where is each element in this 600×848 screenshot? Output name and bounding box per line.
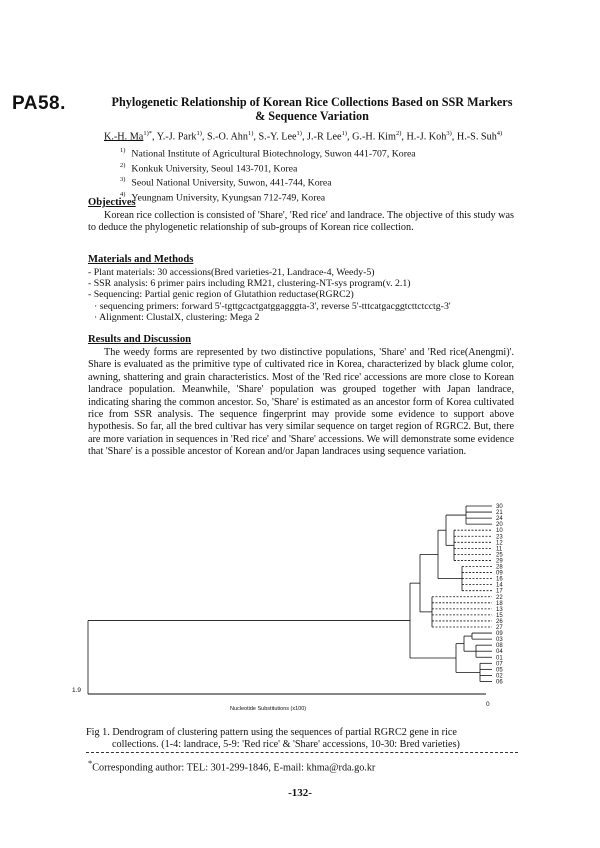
leaf-label: 04 [496,649,503,656]
leaf-label: 07 [496,661,503,668]
affiliation [120,145,416,160]
leaf-label: 11 [496,546,503,553]
dendrogram-figure [72,498,520,718]
author-name: Y.-J. Park [156,131,197,143]
results-text: The weedy forms are represented by two distinctive populations, 'Share' and 'Red rice(Anengmi)'. Share is evaluated as the primitive type of cultivated rice in Korea, characterized by black glume color, awning, shattering and grain characteristics. Most of the 'Red rice' accessions are more close to Korean landrace population. Meanwhile, 'Share' population was grouped together with Japan landrace, indicating sharing the common ancestor. So, 'Share' is estimated as an ancestor form of Korea cultivated rice from SSR analysis. The sequence fingerprint may provide some evidence to support above hypothesis. So far, all the bred cultivar has very similar sequence on target region of RGRC2. But, there are more variation in sequences in 'Red rice' and 'Share' accessions. We will demonstrate some evidence that 'Share' is a possible ancestor of Korean and/or Japan landraces using sequence variation. [88,347,514,458]
affiliation-marker: 3) [120,176,126,184]
affiliation-marker: 4) [120,190,126,198]
leaf-label: 27 [496,625,503,631]
footnote-divider [86,752,518,753]
dendrogram-leaf-labels [496,504,503,685]
leaf-label: 18 [496,600,503,607]
author-affiliation-marker: 1) [296,130,302,137]
leaf-label: 21 [496,510,503,517]
leaf-label: 20 [496,522,503,529]
author-name: K.-H. Ma [104,131,144,143]
methods-line: · sequencing primers: forward 5'-tgttgcactgatggagggta-3', reverse 5'-tttcatgacggtcttctcctg-3' [94,300,451,312]
affiliation-marker: 2) [120,161,126,169]
leaf-label: 15 [496,612,503,619]
author-name: G.-H. Kim [352,131,396,143]
author-name: S.-O. Ahn [206,131,248,143]
affiliation [120,160,416,175]
leaf-label: 17 [496,588,503,595]
objectives-text: Korean rice collection is consisted of 'Share', 'Red rice' and landrace. The objective of this study was to deduce the phylogenetic relationship of sub-groups of Korean rice collection. [88,210,514,234]
objectives-heading: Objectives [88,197,136,208]
author-affiliation-marker: 3) [446,130,452,137]
figure-caption [86,727,516,751]
footnote-marker: * [88,758,93,768]
author-affiliation-marker: 1)* [143,130,152,137]
methods-heading: Materials and Methods [88,254,194,265]
title-line-1: Phylogenetic Relationship of Korean Rice Collections Based on SSR Markers [111,95,513,109]
leaf-label: 10 [496,528,503,535]
leaf-label: 26 [496,618,503,625]
paper-title [92,95,532,123]
page-number: -132- [288,787,312,799]
affiliation-marker: 1) [120,147,126,154]
methods-list [88,267,451,323]
leaf-label: 09 [496,631,503,638]
poster-code: PA58. [12,93,66,114]
corresponding-author [88,758,375,773]
dendrogram-tree [88,506,492,694]
author-affiliation-marker: 1) [196,130,202,137]
author-affiliation-marker: 1) [248,130,254,137]
affiliation [120,174,416,189]
author-affiliation-marker: 2) [395,130,402,137]
affiliation-list [120,145,416,203]
leaf-label: 14 [496,582,503,589]
affiliation-text: Seoul National University, Suwon, 441-744, Korea [131,177,332,189]
leaf-label: 28 [496,564,503,571]
affiliation-text: National Institute of Agricultural Biotechnology, Suwon 441-707, Korea [131,148,416,160]
leaf-label: 23 [496,534,503,541]
leaf-label: 13 [496,606,503,613]
leaf-label: 09 [496,570,503,577]
scale-left-label: 1.9 [72,687,82,694]
scale-right-label: 0 [486,701,490,708]
leaf-label: 29 [496,558,503,565]
leaf-label: 05 [496,667,503,674]
title-line-2: & Sequence Variation [255,109,369,123]
methods-line: - Plant materials: 30 accessions(Bred varieties-21, Landrace-4, Weedy-5) [88,267,375,278]
leaf-label: 30 [496,504,503,510]
caption-line-2: collections. (1-4: landrace, 5-9: 'Red rice' & 'Share' accessions, 10-30: Bred varieties) [112,739,460,750]
author-name: S.-Y. Lee [258,131,297,143]
leaf-label: 01 [496,655,503,662]
author-name: H.-S. Suh [456,131,497,143]
affiliation [120,189,416,204]
leaf-label: 03 [496,637,503,644]
methods-line: - Sequencing: Partial genic region of Glutathion reductase(RGRC2) [88,289,354,301]
author-name: J.-R Lee [307,131,342,143]
leaf-label: 25 [496,552,503,559]
affiliation-text: Yeungnam University, Kyungsan 712-749, Korea [131,191,326,203]
methods-line: - SSR analysis: 6 primer pairs including RM21, clustering-NT-sys program(v. 2.1) [88,278,411,290]
leaf-label: 06 [496,679,503,686]
results-heading: Results and Discussion [88,334,192,345]
affiliation-text: Konkuk University, Seoul 143-701, Korea [131,162,298,174]
axis-label: Nucleotide Substitutions (x100) [230,706,307,712]
author-list: K.-H. $Ma^{1)*}$, Y.-J. Park$^{1)}$, S.-O. Ahn$^{1)}$, S.-Y. Lee$^{1)}$, J.-R Lee$^{1)}$, G.-H. Kim$^{2)}$, H.-J. Koh$^{3)}$, H.-S. Suh$^{4)}$ [104,130,503,143]
corresponding-text: Corresponding author: TEL: 301-299-1846, E-mail: khma@rda.go.kr [92,762,376,774]
leaf-label: 02 [496,673,503,680]
leaf-label: 22 [496,594,503,601]
author-name: H.-J. Koh [406,131,447,143]
author-affiliation-marker: 4) [496,130,503,137]
leaf-label: 24 [496,516,503,523]
leaf-label: 12 [496,540,503,547]
methods-line: · Alignment: ClustalX, clustering: Mega 2 [94,311,260,323]
caption-line-1: Fig 1. Dendrogram of clustering pattern using the sequences of partial RGRC2 gene in rice [86,727,457,738]
leaf-label: 08 [496,643,503,650]
author-affiliation-marker: 1) [341,130,347,137]
leaf-label: 16 [496,576,503,583]
